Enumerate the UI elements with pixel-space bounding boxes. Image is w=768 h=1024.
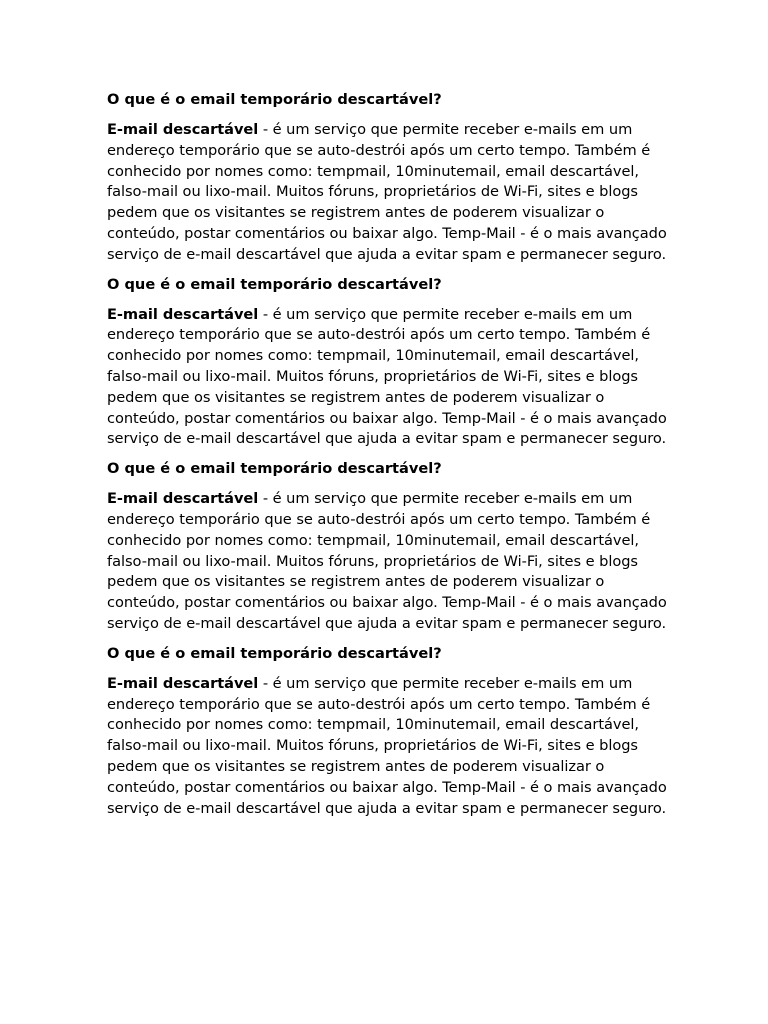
section-heading: O que é o email temporário descartável? xyxy=(107,644,442,662)
term-label: E-mail descartável xyxy=(107,674,259,692)
term-label: E-mail descartável xyxy=(107,490,259,508)
paragraph-body: - é um serviço que permite receber e-mails em um endereço temporário que se auto-destrói após um certo tempo. Também é conhecido por nomes como: tempmail, 10minutemail, email descartável, falso-mail ou lixo-mail. Muitos fóruns, proprietários de Wi-Fi, sites e blogs pedem que os visitantes se registrem antes de poderem visualizar o conteúdo, postar comentários ou baixar algo. Temp-Mail - é o mais avançado serviço de e-mail descartável que ajuda a evitar spam e permanecer seguro. xyxy=(107,305,667,448)
paragraph-body: - é um serviço que permite receber e-mails em um endereço temporário que se auto-destrói após um certo tempo. Também é conhecido por nomes como: tempmail, 10minutemail, email descartável, falso-mail ou lixo-mail. Muitos fóruns, proprietários de Wi-Fi, sites e blogs pedem que os visitantes se registrem antes de poderem visualizar o conteúdo, postar comentários ou baixar algo. Temp-Mail - é o mais avançado serviço de e-mail descartável que ajuda a evitar spam e permanecer seguro. xyxy=(107,121,667,263)
section-heading: O que é o email temporário descartável? xyxy=(107,275,442,293)
document-page xyxy=(107,90,667,819)
faq-section xyxy=(107,90,667,266)
faq-section xyxy=(107,459,667,635)
term-label: E-mail descartável xyxy=(107,305,259,323)
paragraph-body: - é um serviço que permite receber e-mails em um endereço temporário que se auto-destrói após um certo tempo. Também é conhecido por nomes como: tempmail, 10minutemail, email descartável, falso-mail ou lixo-mail. Muitos fóruns, proprietários de Wi-Fi, sites e blogs pedem que os visitantes se registrem antes de poderem visualizar o conteúdo, postar comentários ou baixar algo. Temp-Mail - é o mais avançado serviço de e-mail descartável que ajuda a evitar spam e permanecer seguro. xyxy=(107,490,667,632)
faq-section xyxy=(107,644,667,820)
faq-section xyxy=(107,275,667,451)
section-paragraph xyxy=(107,305,667,451)
term-label: E-mail descartável xyxy=(107,121,259,138)
section-paragraph xyxy=(107,120,667,266)
section-paragraph xyxy=(107,489,667,635)
section-heading: O que é o email temporário descartável? xyxy=(107,91,442,108)
section-paragraph xyxy=(107,674,667,820)
paragraph-body: - é um serviço que permite receber e-mails em um endereço temporário que se auto-destrói após um certo tempo. Também é conhecido por nomes como: tempmail, 10minutemail, email descartável, falso-mail ou lixo-mail. Muitos fóruns, proprietários de Wi-Fi, sites e blogs pedem que os visitantes se registrem antes de poderem visualizar o conteúdo, postar comentários ou baixar algo. Temp-Mail - é o mais avançado serviço de e-mail descartável que ajuda a evitar spam e permanecer seguro. xyxy=(107,674,667,817)
section-heading: O que é o email temporário descartável? xyxy=(107,460,442,478)
